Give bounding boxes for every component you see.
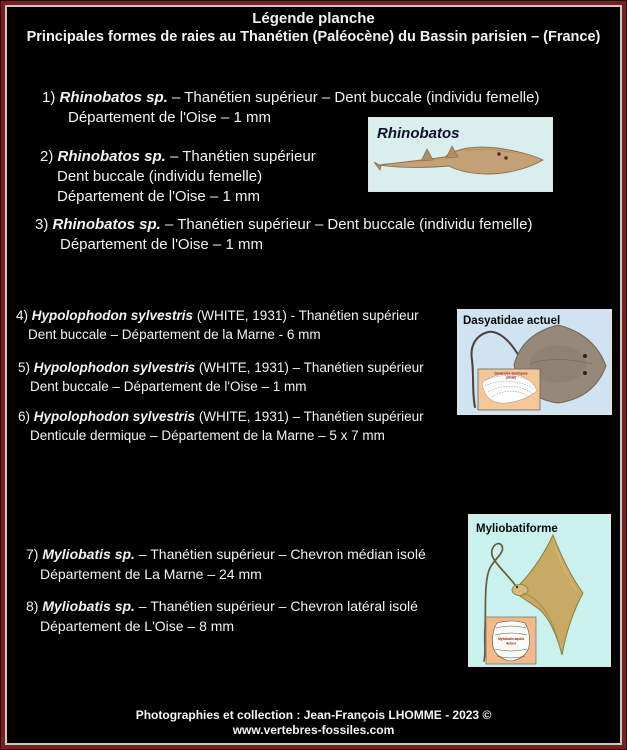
item-line-2: Département de La Marne – 24 mm — [40, 565, 262, 582]
item-line-1 — [18, 358, 424, 377]
species-name: Rhinobatos sp. — [57, 148, 166, 165]
dasyatidae-photo — [458, 310, 611, 414]
dental-plate-inset — [486, 617, 536, 664]
species-name: Myliobatis sp. — [42, 546, 135, 562]
item-number: 1) — [42, 89, 56, 106]
item-description: (WHITE, 1931) - Thanétien supérieur — [193, 308, 419, 323]
rhinobatos-photo — [369, 118, 552, 191]
item-number: 6) — [18, 409, 31, 424]
legend-item-7 — [26, 545, 426, 584]
myliobatiforme-figure — [468, 514, 611, 667]
item-description: – Thanétien supérieur – Dent buccale (individu femelle) — [167, 89, 540, 106]
item-description: – Thanétien supérieur — [165, 148, 316, 165]
item-number: 2) — [40, 148, 54, 165]
legend-item-8 — [26, 597, 418, 636]
item-number: 3) — [35, 216, 49, 233]
species-name: Hypolophodon sylvestris — [33, 409, 196, 424]
item-line-2: Dent buccale – Département de la Marne - 6 mm — [28, 327, 321, 342]
myliobatiforme-photo — [469, 515, 610, 666]
item-number: 4) — [16, 308, 29, 323]
item-line-1 — [35, 215, 532, 235]
inset-caption-line1: Denticules dermiques — [494, 371, 528, 376]
item-number: 7) — [26, 546, 39, 562]
item-number: 5) — [18, 360, 31, 375]
species-name: Myliobatis sp. — [42, 598, 135, 614]
item-line-1 — [40, 147, 316, 167]
inset-caption-line1: Myliobatis aquila — [498, 637, 524, 641]
figure-label: Rhinobatos — [377, 125, 460, 142]
item-line-1 — [18, 407, 424, 426]
figure-label: Myliobatiforme — [476, 523, 558, 535]
species-name: Rhinobatos sp. — [59, 89, 168, 106]
item-line-3: Département de l'Oise – 1 mm — [57, 188, 260, 205]
item-line-1 — [42, 88, 539, 108]
item-description: (WHITE, 1931) – Thanétien supérieur — [195, 409, 424, 424]
footer-website: www.vertebres-fossiles.com — [232, 723, 395, 737]
legend-item-4 — [16, 306, 419, 344]
item-description: – Thanétien supérieur – Chevron médian isolé — [134, 546, 426, 562]
item-description: (WHITE, 1931) – Thanétien supérieur — [195, 360, 424, 375]
dasyatidae-figure — [457, 309, 612, 415]
species-name: Rhinobatos sp. — [52, 216, 161, 233]
legend-item-5 — [18, 358, 424, 396]
item-line-2: Dent buccale (individu femelle) — [57, 168, 263, 185]
species-name: Hypolophodon sylvestris — [33, 360, 196, 375]
item-description: – Thanétien supérieur – Dent buccale (individu femelle) — [160, 216, 533, 233]
item-description: – Thanétien supérieur – Chevron latéral isolé — [134, 598, 418, 614]
legend-item-2 — [40, 147, 316, 207]
species-name: Hypolophodon sylvestris — [31, 308, 194, 323]
legend-item-3 — [35, 215, 532, 255]
footer — [0, 708, 627, 738]
item-number: 8) — [26, 598, 39, 614]
page-title-block — [0, 9, 627, 47]
legend-item-6 — [18, 407, 424, 445]
rhinobatos-figure — [368, 117, 553, 192]
inset-caption-line2: Actuel — [506, 641, 516, 646]
item-line-2: Département de l'Oise – 1 mm — [60, 236, 263, 253]
item-line-1 — [26, 545, 426, 565]
footer-credit: Photographies et collection : Jean-François LHOMME - 2023 © — [135, 708, 492, 722]
item-line-2: Département de L'Oise – 8 mm — [40, 617, 235, 634]
item-line-2: Dent buccale – Département de l'Oise – 1 mm — [30, 379, 307, 394]
page-subtitle: Principales formes de raies au Thanétien (Paléocène) du Bassin parisien – (France) — [26, 29, 601, 45]
item-line-1 — [26, 597, 418, 617]
inset-caption-line2: (détail) — [505, 375, 517, 380]
denticle-inset — [478, 369, 540, 410]
figure-label: Dasyatidae actuel — [463, 315, 561, 327]
item-line-2: Denticule dermique – Département de la Marne – 5 x 7 mm — [30, 428, 385, 443]
item-line-1 — [16, 306, 419, 325]
item-line-2: Département de l'Oise – 1 mm — [68, 109, 271, 126]
page-title: Légende planche — [252, 10, 375, 27]
